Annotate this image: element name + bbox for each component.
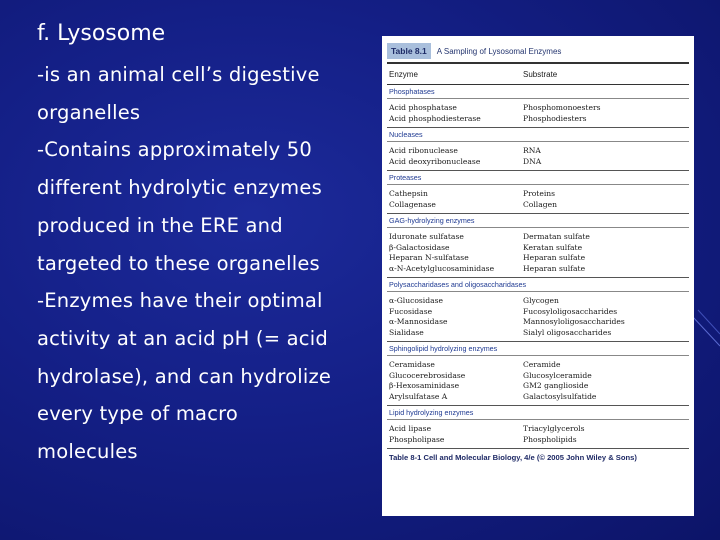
table-row <box>387 328 689 339</box>
substrate-cell: Collagen <box>523 199 558 209</box>
substrate-cell: Triacylglycerols <box>523 424 585 433</box>
enzyme-group <box>387 128 689 171</box>
body-line: -is an animal cell’s digestive <box>37 63 320 86</box>
enzyme-cell: Phospholipase <box>389 434 445 444</box>
enzyme-cell: Glucocerebrosidase <box>389 370 466 380</box>
group-title: Lipid hydrolyzing enzymes <box>387 406 689 420</box>
substrate-cell: Proteins <box>523 189 556 198</box>
enzyme-cell: α-N-Acetylglucosaminidase <box>389 263 495 273</box>
substrate-cell: GM2 ganglioside <box>523 381 589 390</box>
body-line: targeted to these organelles <box>37 251 320 275</box>
decorative-lines <box>690 300 720 360</box>
table-row <box>387 103 689 114</box>
lysosomal-enzymes-table <box>382 36 694 516</box>
table-row <box>387 424 689 435</box>
table-label: Table 8.1 <box>387 43 431 59</box>
substrate-cell: Galactosylsulfatide <box>523 391 597 401</box>
group-title: GAG-hydrolyzing enzymes <box>387 214 689 228</box>
substrate-cell: Keratan sulfate <box>523 242 583 252</box>
table-row <box>387 232 689 243</box>
body-line: activity at an acid pH (= acid <box>37 326 328 350</box>
table-row <box>387 253 689 264</box>
enzyme-group <box>387 171 689 214</box>
enzyme-group <box>387 342 689 406</box>
table-row <box>387 200 689 211</box>
group-title: Polysaccharidases and oligosaccharidases <box>387 278 689 292</box>
body-line: organelles <box>37 100 141 124</box>
table-row <box>387 189 689 200</box>
group-title: Nucleases <box>387 128 689 142</box>
enzyme-group <box>387 406 689 449</box>
enzyme-cell: Acid deoxyribonuclease <box>389 156 481 166</box>
table-row <box>387 146 689 157</box>
table-row <box>387 371 689 382</box>
substrate-cell: Glycogen <box>523 296 559 305</box>
substrate-cell: Phospholipids <box>523 434 577 444</box>
enzyme-group <box>387 278 689 342</box>
table-footer: Table 8-1 Cell and Molecular Biology, 4/e (© 2005 John Wiley & Sons) <box>389 453 637 462</box>
table-row <box>387 317 689 328</box>
table-body <box>387 85 689 449</box>
substrate-cell: RNA <box>523 146 541 155</box>
enzyme-cell: β-Hexosaminidase <box>389 381 460 390</box>
enzyme-group <box>387 214 689 278</box>
substrate-cell: Heparan sulfate <box>523 253 586 262</box>
substrate-cell: Mannosyloligosaccharides <box>523 317 625 326</box>
slide-text <box>37 18 377 471</box>
enzyme-cell: Heparan N-sulfatase <box>389 253 469 262</box>
group-title: Sphingolipid hydrolyzing enzymes <box>387 342 689 356</box>
table-row <box>387 360 689 371</box>
body-line: every type of macro <box>37 402 239 426</box>
table-row <box>387 114 689 125</box>
table-title: A Sampling of Lysosomal Enzymes <box>436 46 562 56</box>
substrate-cell: Fucosyloligosaccharides <box>523 306 618 316</box>
slide-title: f. Lysosome <box>37 21 166 46</box>
body-line: -Contains approximately 50 <box>37 138 313 162</box>
substrate-cell: Phosphomonoesters <box>523 103 601 112</box>
body-line: molecules <box>37 440 138 464</box>
substrate-cell: Glucosylceramide <box>523 370 592 380</box>
substrate-cell: Dermatan sulfate <box>523 232 590 241</box>
enzyme-cell: Acid ribonuclease <box>389 146 458 155</box>
substrate-cell: DNA <box>523 156 542 166</box>
substrate-cell: Heparan sulfate <box>523 263 586 273</box>
group-title: Proteases <box>387 171 689 185</box>
slide-body <box>37 56 377 471</box>
enzyme-cell: Acid phosphodiesterase <box>389 113 481 123</box>
table-row <box>387 381 689 392</box>
enzyme-cell: Cathepsin <box>389 189 428 198</box>
body-line: different hydrolytic enzymes <box>37 176 322 200</box>
table-row <box>387 264 689 275</box>
enzyme-cell: Collagenase <box>389 199 436 209</box>
enzyme-cell: Iduronate sulfatase <box>389 232 464 241</box>
table-row <box>387 392 689 403</box>
table-row <box>387 307 689 318</box>
enzyme-cell: Ceramidase <box>389 360 435 369</box>
table-row <box>387 435 689 446</box>
table-row <box>387 157 689 168</box>
substrate-cell: Ceramide <box>523 360 561 369</box>
enzyme-cell: Acid lipase <box>389 424 432 433</box>
table-row <box>387 243 689 254</box>
body-line: hydrolase), and can hydrolize <box>37 364 332 388</box>
table-header <box>387 40 689 64</box>
enzyme-cell: β-Galactosidase <box>389 242 450 252</box>
enzyme-cell: α-Mannosidase <box>389 317 448 326</box>
enzyme-cell: Fucosidase <box>389 306 433 316</box>
enzyme-cell: Sialidase <box>389 327 424 337</box>
enzyme-cell: Acid phosphatase <box>389 103 457 112</box>
group-title: Phosphatases <box>387 85 689 99</box>
enzyme-cell: α-Glucosidase <box>389 296 444 305</box>
column-headers <box>387 64 689 85</box>
body-line: produced in the ERE and <box>37 213 283 237</box>
body-line: -Enzymes have their optimal <box>37 289 323 313</box>
substrate-cell: Sialyl oligosaccharides <box>523 327 612 337</box>
enzyme-cell: Arylsulfatase A <box>389 391 448 401</box>
table-row <box>387 296 689 307</box>
column-header-enzyme: Enzyme <box>389 69 418 79</box>
enzyme-group <box>387 85 689 128</box>
substrate-cell: Phosphodiesters <box>523 113 587 123</box>
column-header-substrate: Substrate <box>523 69 558 79</box>
